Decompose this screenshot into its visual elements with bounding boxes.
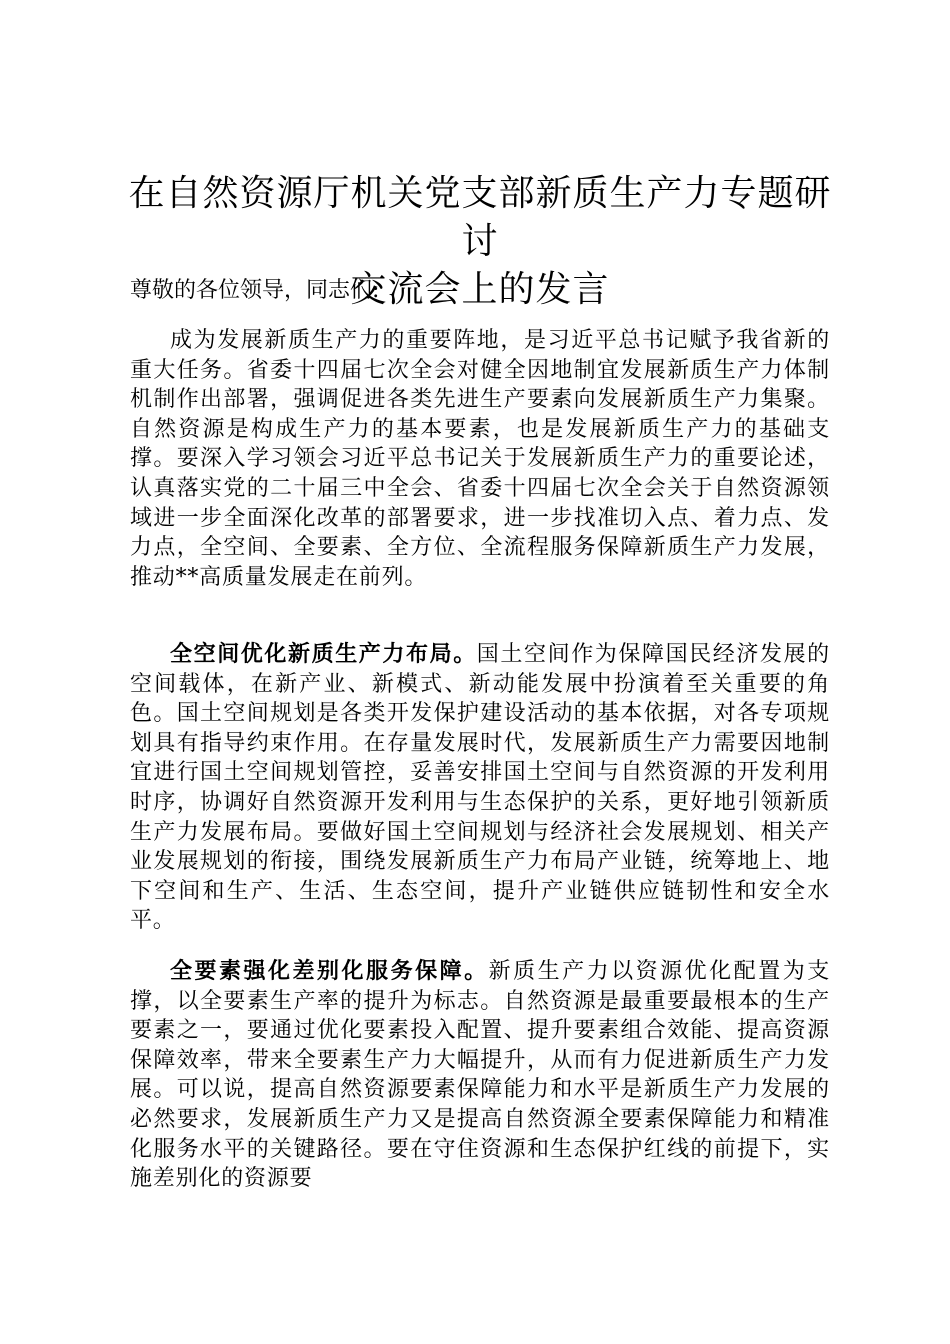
paragraph-spatial-layout <box>130 640 830 936</box>
salutation: 尊敬的各位领导，同志们: <box>130 278 380 303</box>
paragraph-lead-heading: 全要素强化差别化服务保障。 <box>170 958 489 984</box>
paragraph-factor-support <box>130 957 830 1194</box>
paragraph-body: 成为发展新质生产力的重要阵地，是习近平总书记赋予我省新的重大任务。省委十四届七次全会对健全因地制宜发展新质生产力体制机制作出部署，强调促进各类先进生产要素向发展新质生产力集聚。自然资源是构成生产力的基本要素，也是发展新质生产力的基础支撑。要深入学习领会习近平总书记关于发展新质生产力的重要论述，认真落实党的二十届三中全会、省委十四届七次全会关于自然资源领域进一步全面深化改革的部署要求，进一步找准切入点、着力点、发力点，全空间、全要素、全方位、全流程服务保障新质生产力发展，推动**高质量发展走在前列。 <box>130 328 830 590</box>
title-line-1: 在自然资源厅机关党支部新质生产力专题研讨 <box>128 173 832 262</box>
paragraph-lead-heading: 全空间优化新质生产力布局。 <box>170 641 477 667</box>
paragraph-body: 新质生产力以资源优化配置为支撑，以全要素生产率的提升为标志。自然资源是最重要最根本的生产要素之一，要通过优化要素投入配置、提升要素组合效能、提高资源保障效率，带来全要素生产力大幅提升，从而有力促进新质生产力发展。可以说，提高自然资源要素保障能力和水平是新质生产力发展的必然要求，发展新质生产力又是提高自然资源全要素保障能力和精准化服务水平的关键路径。要在守住资源和生态保护红线的前提下，实施差别化的资源要 <box>130 959 831 1192</box>
paragraph-intro <box>130 326 830 592</box>
paragraph-body: 国土空间作为保障国民经济发展的空间载体，在新产业、新模式、新动能发展中扮演着至关重要的角色。国土空间规划是各类开发保护建设活动的基本依据，对各专项规划具有指导约束作用。在存量发展时代，发展新质生产力需要因地制宜进行国土空间规划管控，妥善安排国土空间与自然资源的开发利用时序，协调好自然资源开发利用与生态保护的关系，更好地引领新质生产力发展布局。要做好国土空间规划与经济社会发展规划、相关产业发展规划的衔接，围绕发展新质生产力布局产业链，统筹地上、地下空间和生产、生活、生态空间，提升产业链供应链韧性和安全水平。 <box>130 642 830 934</box>
title-line-2: 交流会上的发言 <box>350 269 610 310</box>
